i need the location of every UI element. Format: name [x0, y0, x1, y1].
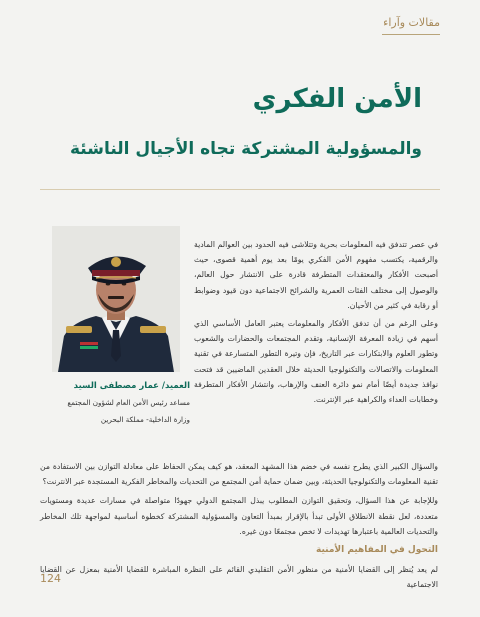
paragraph: وللإجابة عن هذا السؤال، وتحقيق التوازن المطلوب يبذل المجتمع الدولي جهودًا متواصلة في مسارات عديدة ومستويات متعددة، لعل نقطة الانطلاق الأولى تبدأ بالإقرار بمبدأ التعاون والمسؤولية المشتركة كخطوة أساسية لمواجهة تلك المخاطر والتحديات العالمية باعتبارها تهديدات لا تخص مجتمعًا دون غيره.: [40, 496, 438, 536]
article-body-full: [40, 459, 438, 597]
author-role: مساعد رئيس الأمن العام لشؤون المجتمع: [67, 398, 190, 407]
author-caption: [48, 378, 190, 428]
section-heading: التحول في المفاهيم الأمنية: [316, 545, 438, 556]
paragraph: وعلى الرغم من أن تدفق الأفكار والمعلومات يعتبر العامل الأساسي الذي أسهم في زيادة المعرفة الإنسانية، وتقدم المجتمعات والحضارات والشعوب وتطور العلوم والابتكارات عبر التاريخ، فإن وتيرة التطور المتسارعة في تقنية المعلومات والاتصالات والتكنولوجيا الحديثة خلال العقدين الماضيين قد فتحت نوافذ جديدة أيضًا أمام نمو دائرة العنف والإرهاب، وانتشار الأفكار المتطرفة وخطابات العداء والكراهية عبر الإنترنت.: [194, 319, 438, 405]
paragraph: لم يعد يُنظر إلى القضايا الأمنية من منظور الأمن التقليدي القائم على النظرة المباشرة للقضايا الأمنية بمعزل عن القضايا الاجتماعية: [40, 565, 438, 590]
paragraph: في عصر تتدفق فيه المعلومات بحرية وتتلاشى فيه الحدود بين العوالم المادية والرقمية، يكتسب مفهوم الأمن الفكري يومًا بعد يوم أهمية قصوى، حيث أصبحت الأفكار والمعتقدات المتطرفة قادرة على الانتشار حول العالم، والوصول إلى مختلف الفئات العمرية والشرائح الاجتماعية دون قيود وضوابط أو رقابة في كثير من الأحيان.: [194, 240, 438, 310]
title-divider: [40, 189, 440, 190]
author-name: العميد/ عمار مصطفى السيد: [73, 381, 190, 391]
article-title: الأمن الفكري: [252, 84, 422, 114]
author-org: وزارة الداخلية- مملكة البحرين: [100, 415, 190, 424]
section-rule: [382, 34, 440, 35]
page-number: 124: [40, 572, 61, 585]
paragraph: والسؤال الكبير الذي يطرح نفسه في خضم هذا المشهد المعقد، هو كيف يمكن الحفاظ على معادلة التوازن بين الاستفادة من تقنية المعلومات والتكنولوجيا الحديثة، وبين ضمان حماية أمن المجتمع من التحديات والمخاطر الفكرية المستجدة عبر الانترنت؟: [40, 462, 438, 487]
author-photo: [52, 226, 180, 372]
article-subtitle: والمسؤولية المشتركة تجاه الأجيال الناشئة: [70, 139, 422, 159]
author-portrait-icon: [52, 226, 180, 372]
article-body-column: [194, 237, 438, 410]
section-label: مقالات وآراء: [383, 16, 440, 29]
